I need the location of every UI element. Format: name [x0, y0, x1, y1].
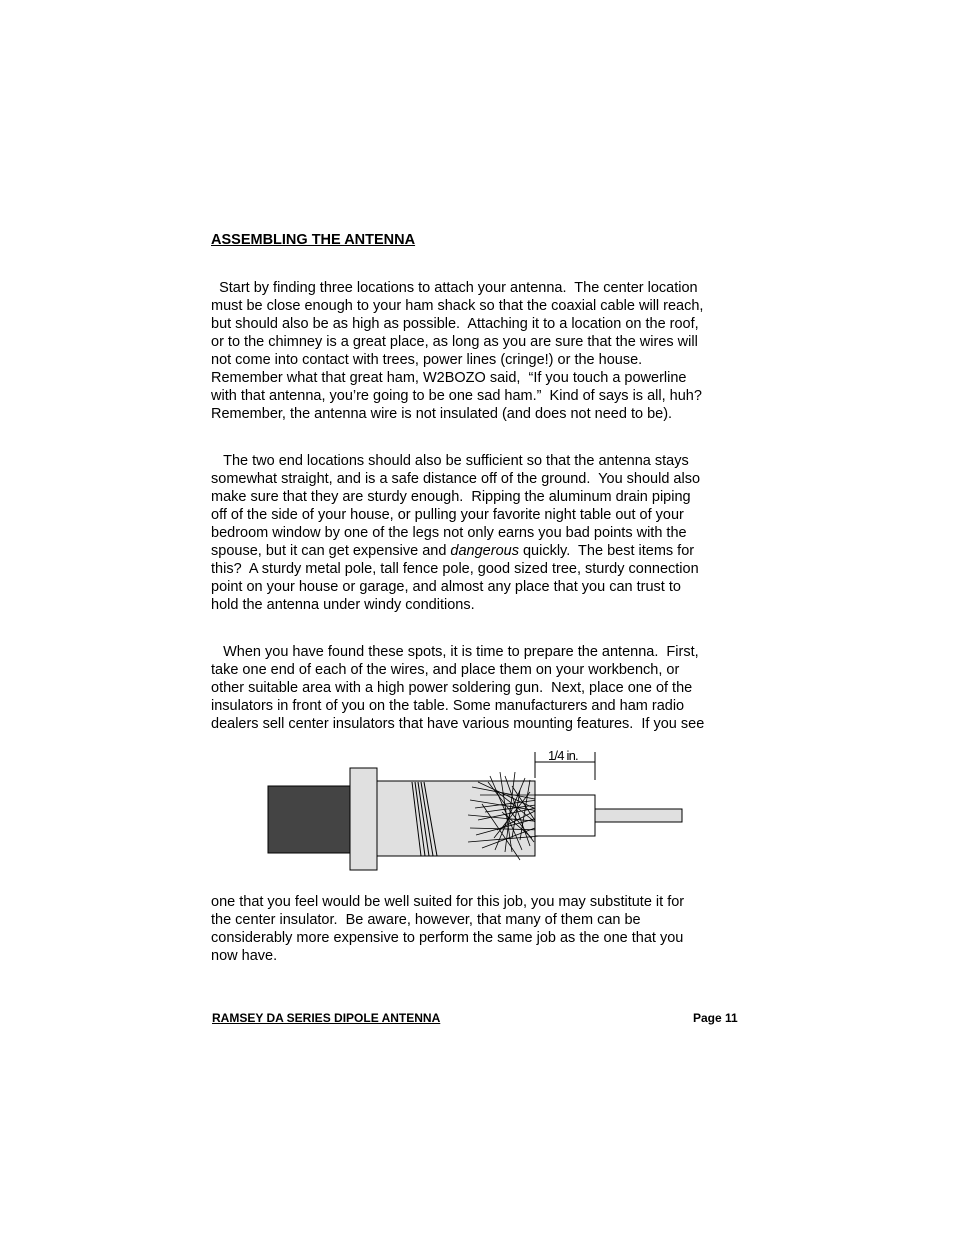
paragraph-end-locations [211, 452, 756, 614]
cable-jacket [268, 786, 352, 853]
clamp-ring [350, 768, 377, 870]
paragraph-substitute-insulator: one that you feel would be well suited for this job, you may substitute it for the center insulator. Be aware, however, that many of them can be considerably more expensive to perform the same job as the one that you now have. [211, 894, 685, 964]
paragraph-end-locations-text-1: The two end locations should also be sufficient so that the antenna stays somewhat straight, and is a safe distance off of the ground. You should also make sure that they are sturdy enough. Ripping the aluminum drain piping off of the side of your house, or pulling your favorite night table out of your bedroom window by one of the legs not only earns you bad points with the spouse, but it can get expensive and [211, 453, 701, 559]
dielectric-insulator [535, 795, 595, 836]
paragraph-center-location: Start by finding three locations to attach your antenna. The center location must be close enough to your ham shack so that the coaxial cable will reach, but should also be as high as possible. Attaching it to a location on the roof, or to the chimney is a great place, as long as you are sure that the wires will not come into contact with trees, power lines (cringe!) or the house. Remember what that great ham, W2BOZO said, “If you touch a powerline with that antenna, you’re going to be one sad ham.” Kind of says is all, huh? Remember, the antenna wire is not insulated (and does not need to be). [211, 280, 704, 422]
page-number: Page 11 [693, 1011, 738, 1025]
coax-cable-diagram [260, 740, 690, 880]
footer-title: RAMSEY DA SERIES DIPOLE ANTENNA [212, 1011, 441, 1025]
paragraph-prepare-antenna: When you have found these spots, it is time to prepare the antenna. First, take one end of each of the wires, and place them on your workbench, or other suitable area with a high power soldering gun. Next, place one of the insulators in front of you on the table. Some manufacturers and ham radio dealers sell center insulators that have various mounting features. If you see [211, 644, 705, 732]
paragraph-end-locations-text-2: quickly. The best items for this? A sturdy metal pole, tall fence pole, good sized tree, sturdy connection point on your house or garage, and almost any place that you can trust to hold the antenna under windy conditions. [211, 543, 699, 613]
emphasis-dangerous: dangerous [450, 543, 519, 559]
center-conductor [595, 809, 682, 822]
dimension-label: 1/4 in. [548, 748, 578, 763]
section-heading: ASSEMBLING THE ANTENNA [211, 232, 416, 248]
